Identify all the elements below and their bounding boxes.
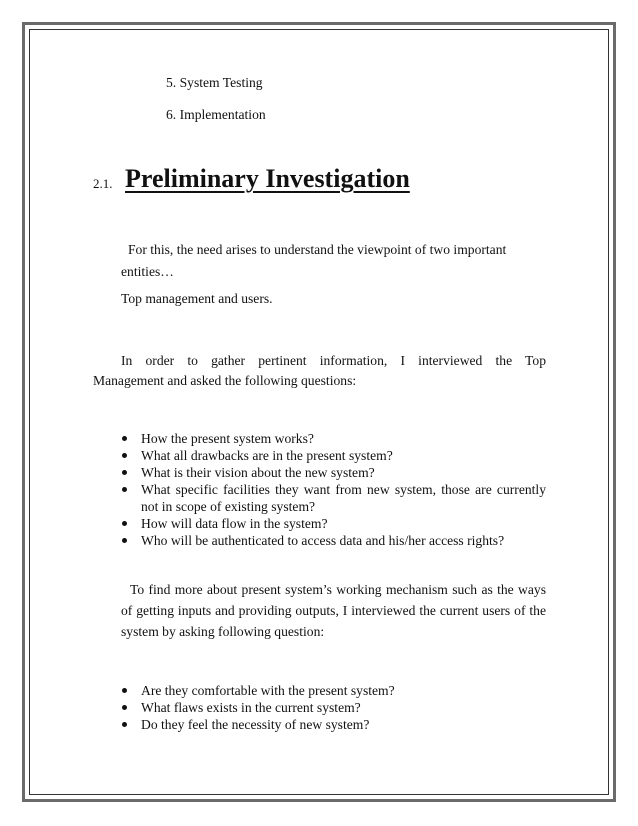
list-item-system-testing: 5. System Testing <box>166 75 263 90</box>
bullet-icon <box>122 538 127 543</box>
page-border-inner <box>29 29 609 795</box>
bullet-icon <box>122 487 127 492</box>
bullet-icon <box>122 521 127 526</box>
user-questions-list <box>120 682 546 733</box>
list-item: What is their vision about the new system? <box>120 464 546 481</box>
list-item: What specific facilities they want from new system, those are currently not in scope of existing system? <box>120 481 546 515</box>
list-item-implementation: 6. Implementation <box>166 107 266 122</box>
section-number: 2.1. <box>93 176 113 191</box>
list-item: Are they comfortable with the present system? <box>120 682 546 699</box>
paragraph-method-line1: In order to gather pertinent information, I interviewed the Top <box>121 353 546 368</box>
list-item: What all drawbacks are in the present system? <box>120 447 546 464</box>
management-questions-list <box>120 430 546 549</box>
bullet-icon <box>122 470 127 475</box>
list-item: Do they feel the necessity of new system? <box>120 716 546 733</box>
bullet-icon <box>122 705 127 710</box>
bullet-icon <box>122 722 127 727</box>
list-item: Who will be authenticated to access data and his/her access rights? <box>120 532 546 549</box>
bullet-icon <box>122 436 127 441</box>
section-title: Preliminary Investigation <box>125 164 410 193</box>
paragraph-intro-line1: For this, the need arises to understand the viewpoint of two important <box>128 242 507 257</box>
bullet-icon <box>122 688 127 693</box>
paragraph-method-line2: Management and asked the following questions: <box>93 373 357 388</box>
list-item: How will data flow in the system? <box>120 515 546 532</box>
paragraph-intro-line2: entities… <box>121 264 174 279</box>
list-item: What flaws exists in the current system? <box>120 699 546 716</box>
paragraph-users: To find more about present system’s working mechanism such as the ways of getting inputs and providing outputs, I interviewed the current users of the system by asking following question: <box>121 582 546 639</box>
bullet-icon <box>122 453 127 458</box>
list-item: How the present system works? <box>120 430 546 447</box>
paragraph-entities: Top management and users. <box>121 291 273 306</box>
